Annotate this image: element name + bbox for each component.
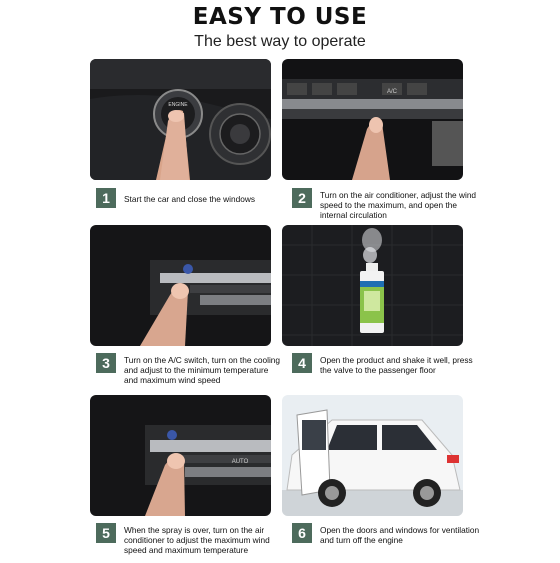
photo-product-can (282, 225, 463, 346)
page-subtitle: The best way to operate (194, 33, 366, 50)
step-number-badge: 6 (292, 523, 312, 543)
step-number-badge: 4 (292, 353, 312, 373)
step-4 (292, 353, 473, 393)
step-number-badge: 5 (96, 523, 116, 543)
step-6 (292, 523, 480, 563)
step-number-badge: 2 (292, 188, 312, 208)
photo-start-button (90, 59, 271, 180)
photo-ac-controls (90, 225, 271, 346)
page-title: EASY TO USE (192, 4, 368, 30)
step-number-badge: 3 (96, 353, 116, 373)
step-description: Start the car and close the windows (124, 194, 255, 204)
step-description: Open the product and shake it well, press the valve to the passenger floor (320, 355, 473, 375)
auto-label: AUTO (231, 459, 249, 465)
photo-white-car (282, 395, 463, 516)
step-2 (292, 188, 477, 228)
step-number-badge: 1 (96, 188, 116, 208)
step-description: Turn on the A/C switch, turn on the cooling and adjust to the minimum temperature and maximum wind speed (124, 355, 281, 385)
step-5 (96, 523, 277, 563)
svg-text:ENGINE: ENGINE (168, 102, 188, 108)
step-description: Turn on the air conditioner, adjust the wind speed to the maximum, and open the internal circulation (320, 190, 477, 220)
photo-ac-panel (282, 59, 463, 180)
photo-ac-max (90, 395, 271, 516)
ac-label: A/C (386, 89, 398, 95)
step-3 (96, 353, 281, 393)
step-description: When the spray is over, turn on the air conditioner to adjust the maximum wind speed and maximum temperature (124, 525, 270, 555)
step-description: Open the doors and windows for ventilation and turn off the engine (320, 525, 480, 545)
step-1 (96, 188, 277, 228)
